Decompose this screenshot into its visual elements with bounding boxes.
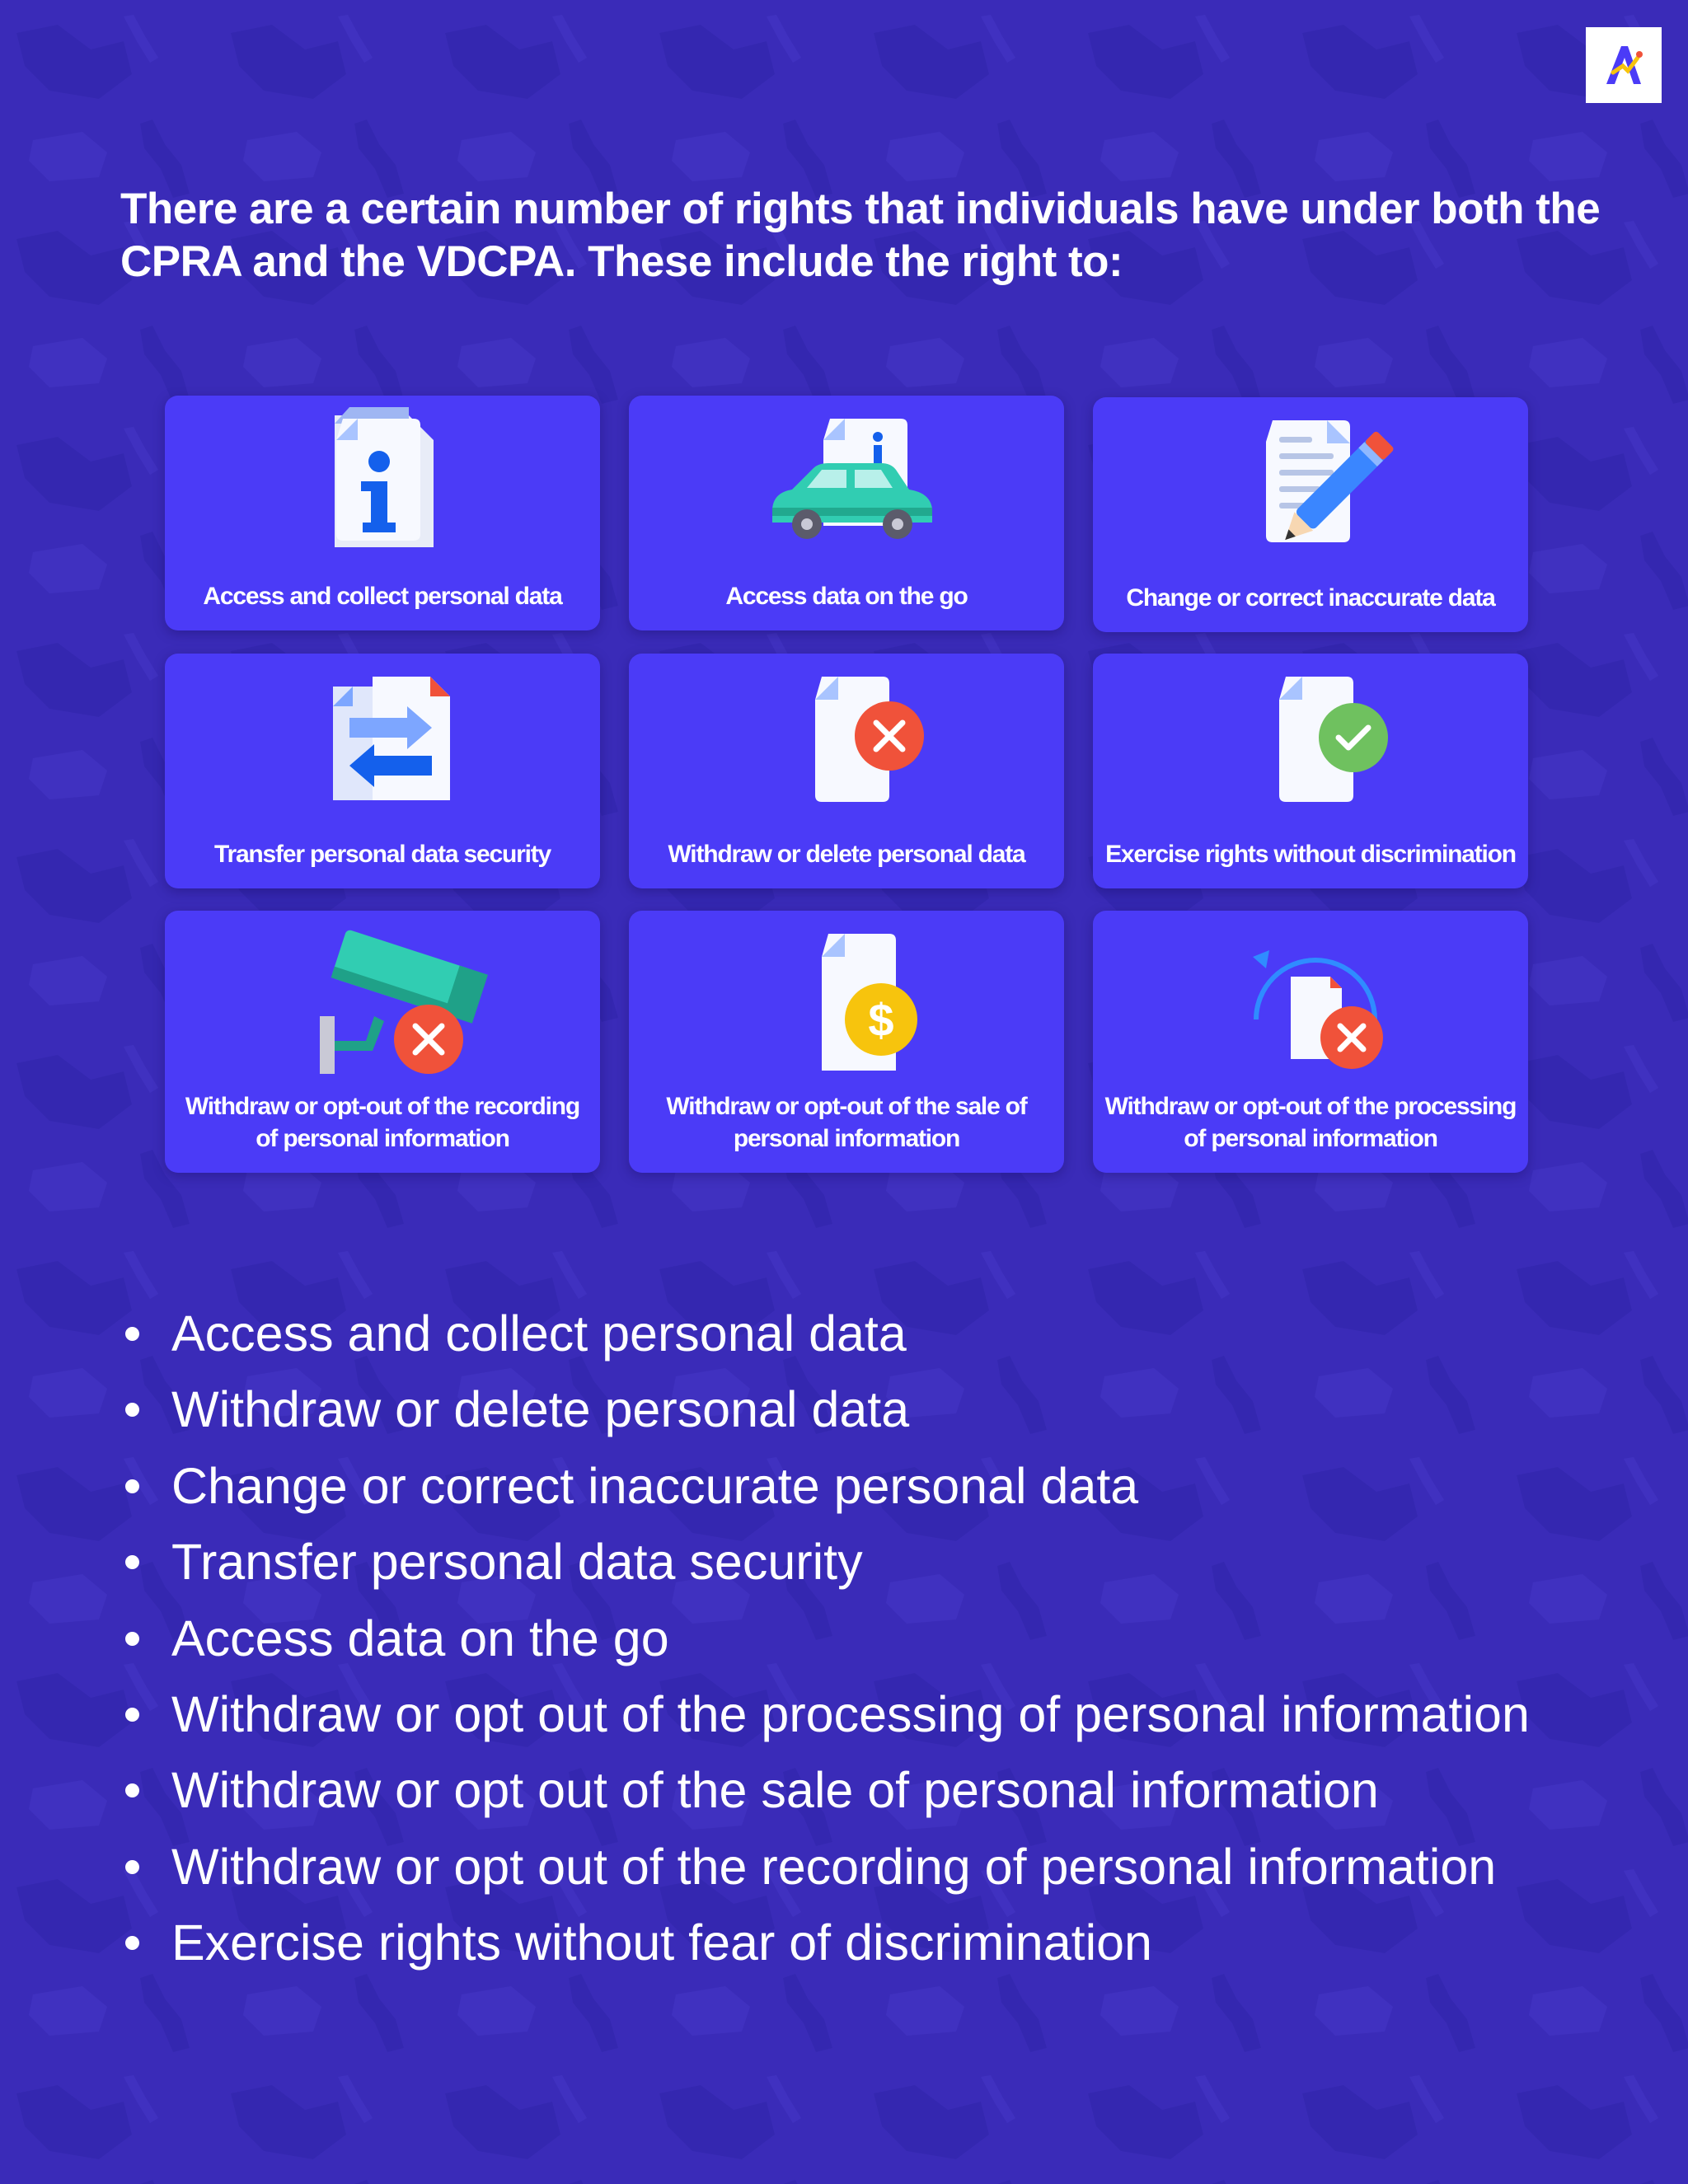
transfer-documents-icon: [275, 660, 490, 817]
bullet-dot: [125, 1403, 139, 1417]
list-item-text: Transfer personal data security: [171, 1534, 863, 1591]
list-item: [120, 1905, 1670, 1980]
approved-document-icon: [1203, 660, 1418, 817]
list-item-text: Withdraw or delete personal data: [171, 1381, 910, 1438]
bullet-dot: [125, 1479, 139, 1493]
card-label: Access data on the go: [725, 583, 968, 610]
list-item: [120, 1524, 1670, 1600]
card-label: Withdraw or opt-out of the sale of personal information: [666, 1093, 1027, 1152]
bullet-dot: [125, 1555, 139, 1569]
security-camera-cancel-icon: [275, 917, 490, 1082]
info-document-icon: [275, 402, 490, 559]
rights-bullet-list: [120, 1296, 1670, 1981]
bullet-dot: [125, 1708, 139, 1722]
card-opt-out-recording: [165, 911, 600, 1173]
edit-document-pen-icon: [1203, 404, 1418, 560]
card-label: Change or correct inaccurate data: [1126, 584, 1495, 612]
bullet-dot: [125, 1936, 139, 1950]
card-label: Transfer personal data security: [214, 841, 551, 868]
card-transfer-security: [165, 654, 600, 888]
list-item-text: Withdraw or opt out of the sale of personal information: [171, 1762, 1379, 1819]
delete-document-icon: [739, 660, 954, 817]
list-item-text: Change or correct inaccurate personal data: [171, 1457, 1139, 1514]
list-item: [120, 1371, 1670, 1447]
card-exercise-rights: [1093, 654, 1528, 888]
card-label: Withdraw or opt-out of the recording of personal information: [185, 1093, 580, 1152]
card-opt-out-sale: [629, 911, 1064, 1173]
brand-logo[interactable]: [1586, 27, 1662, 103]
bullet-dot: [125, 1860, 139, 1874]
list-item: [120, 1448, 1670, 1524]
card-change-correct: [1093, 397, 1528, 632]
dollar-document-icon: [739, 917, 954, 1082]
list-item: [120, 1829, 1670, 1905]
card-label: Withdraw or delete personal data: [668, 841, 1025, 868]
car-info-document-icon: [739, 402, 954, 559]
card-opt-out-processing: [1093, 911, 1528, 1173]
processing-cancel-icon: [1203, 917, 1418, 1082]
svg-text:$: $: [868, 994, 894, 1046]
card-label: Access and collect personal data: [203, 583, 562, 610]
bullet-dot: [125, 1632, 139, 1646]
list-item: [120, 1676, 1670, 1752]
list-item-text: Exercise rights without fear of discrimination: [171, 1915, 1152, 1971]
list-item: [120, 1296, 1670, 1371]
list-item-text: Withdraw or opt out of the processing of personal information: [171, 1686, 1530, 1743]
list-item: [120, 1601, 1670, 1676]
bullet-dot: [125, 1327, 139, 1341]
intro-text: There are a certain number of rights that individuals have under both the CPRA and the VDCPA. These include the right to:: [120, 185, 1601, 286]
list-item-text: Withdraw or opt out of the recording of personal information: [171, 1838, 1497, 1895]
card-label: Exercise rights without discrimination: [1105, 841, 1516, 868]
card-access-on-go: [629, 396, 1064, 630]
brand-a-logo-icon: [1598, 40, 1649, 91]
card-access-collect: [165, 396, 600, 630]
card-withdraw-delete: [629, 654, 1064, 888]
card-label: Withdraw or opt-out of the processing of personal information: [1104, 1093, 1517, 1152]
bullet-dot: [125, 1783, 139, 1797]
list-item-text: Access and collect personal data: [171, 1305, 907, 1361]
list-item: [120, 1752, 1670, 1828]
list-item-text: Access data on the go: [171, 1610, 669, 1666]
